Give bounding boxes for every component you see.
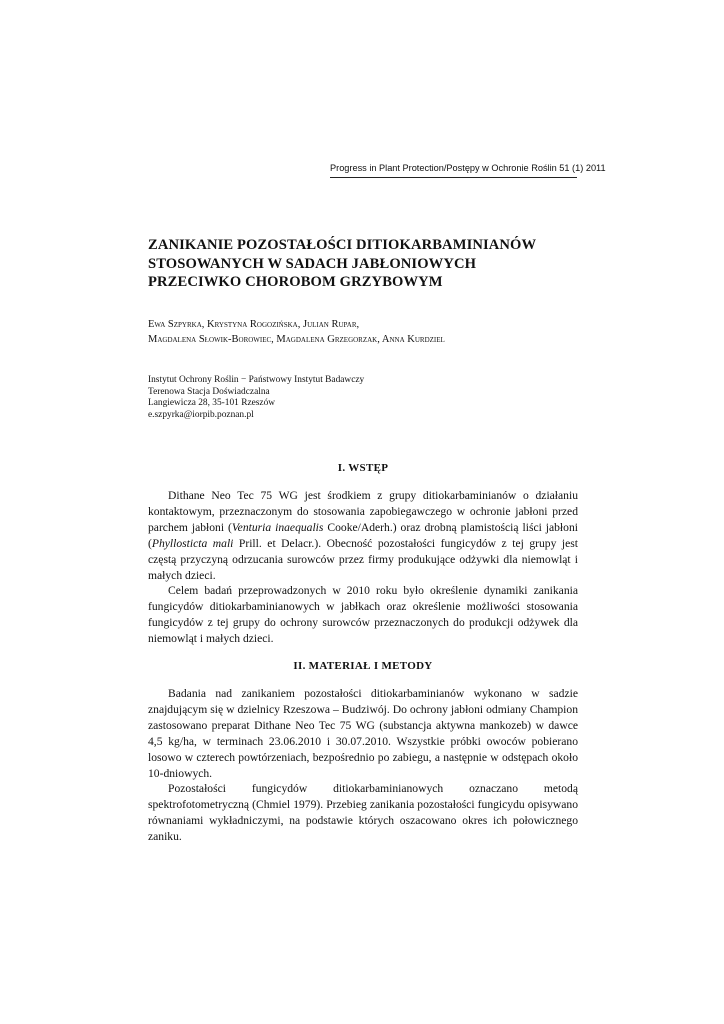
paragraph: Pozostałości fungicydów ditiokarbaminianowych oznaczano metodą spektrofotometryczną (Chmiel 1979). Przebieg zanikania pozostałości fungicydu opisywano równaniami wykładniczymi, na podstawie których oszacowano okres ich połowicznego zaniku. bbox=[148, 782, 578, 844]
affiliation-institute: Instytut Ochrony Roślin − Państwowy Instytut Badawczy bbox=[148, 375, 365, 385]
section-heading-introduction: I. WSTĘP bbox=[337, 462, 389, 474]
affiliation-email: e.szpyrka@iorpib.poznan.pl bbox=[148, 409, 254, 420]
species-name: Venturia inaequalis bbox=[231, 520, 324, 534]
species-name: Phyllosticta mali bbox=[151, 536, 234, 550]
author-list bbox=[148, 318, 588, 347]
text-run: Dithane Neo Tec 75 WG jest środkiem z grupy ditiokarbaminianów o działaniu kontaktowym, przeznaczonym do stosowania zapobiegawczego w ochronie jabłoni przed parchem jabłoni ( bbox=[148, 489, 578, 534]
title-line: STOSOWANYCH W SADACH JABŁONIOWYCH bbox=[148, 255, 477, 272]
affiliation bbox=[148, 375, 588, 421]
affiliation-station: Terenowa Stacja Doświadczalna bbox=[148, 386, 270, 397]
paragraph bbox=[148, 488, 578, 583]
paragraph: Badania nad zanikaniem pozostałości ditiokarbaminianów wykonano w sadzie znajdującym się w dzielnicy Rzeszowa – Budziwój. Do ochrony jabłoni odmiany Champion zastosowano preparat Dithane Neo Tec 75 WG (substancja aktywna mankozeb) w dawce 4,5 kg/ha, w terminach 23.06.2010 i 30.07.2010. Wszystkie próbki owoców pobierano losowo w czterech powtórzeniach, bezpośrednio po zabiegu, a następnie w odstępach około 10-dniowych. bbox=[148, 687, 578, 780]
authors-line-1: Ewa Szpyrka, Krystyna Rogozińska, Julian Rupar, bbox=[148, 319, 360, 330]
article-title bbox=[148, 236, 588, 292]
title-line: PRZECIWKO CHOROBOM GRZYBOWYM bbox=[148, 274, 443, 290]
authors-line-2: Magdalena Słowik-Borowiec, Magdalena Grzegorzak, Anna Kurdziel bbox=[148, 333, 445, 345]
section-heading-materials-methods: II. MATERIAŁ I METODY bbox=[293, 660, 433, 672]
paragraph: Celem badań przeprowadzonych w 2010 roku było określenie dynamiki zanikania fungicydów ditiokarbaminianowych w jabłkach oraz określenie możliwości stosowania fungicydów z tej grupy do ochrony surowców przeznaczonych do produkcji odżywek dla niemowląt i małych dzieci. bbox=[148, 584, 578, 646]
section-introduction-body bbox=[148, 488, 578, 647]
title-line: ZANIKANIE POZOSTAŁOŚCI DITIOKARBAMINIANÓW bbox=[148, 237, 537, 253]
running-header: Progress in Plant Protection/Postępy w Ochronie Roślin 51 (1) 2011 bbox=[330, 163, 577, 178]
text-run: Prill. et Delacr.). Obecność pozostałości fungicydów z tej grupy jest częstą przyczyną odrzucania surowców przez firmy produkujące odżywki dla niemowląt i małych dzieci. bbox=[148, 536, 578, 582]
section-methods-body bbox=[148, 686, 578, 845]
affiliation-address: Langiewicza 28, 35-101 Rzeszów bbox=[148, 398, 276, 409]
text-run: Cooke/Aderh.) oraz drobną plamistością liści jabłoni ( bbox=[148, 520, 578, 550]
